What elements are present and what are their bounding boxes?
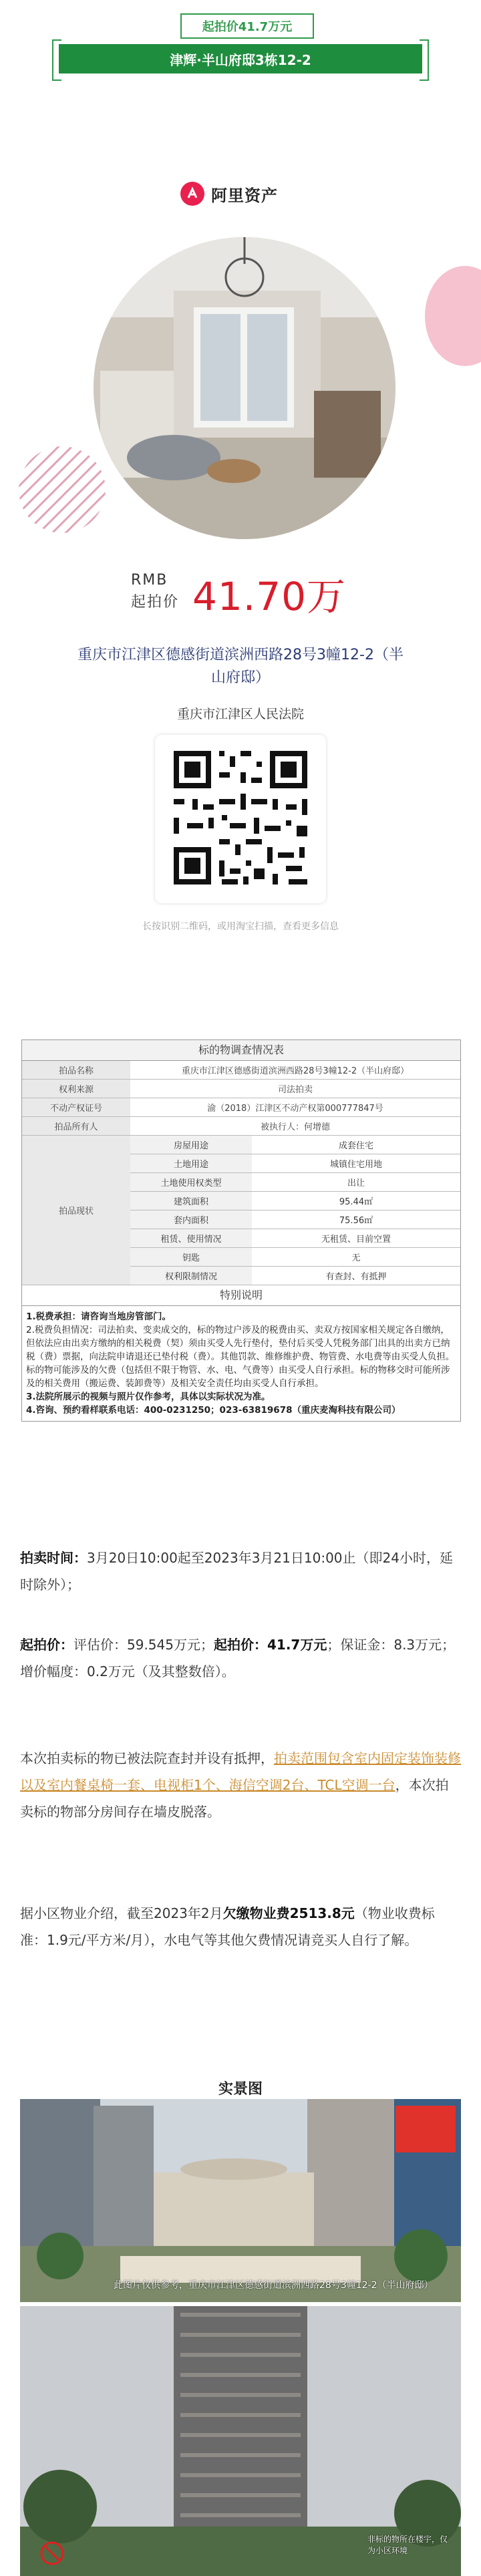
status-row: [130, 1136, 460, 1154]
notes-body: [22, 1306, 460, 1421]
logo-text: 阿里资产: [211, 186, 278, 205]
row-value: 重庆市江津区德感街道滨洲西路28号3幢12-2（半山府邸）: [181, 1066, 410, 1076]
deposit-info: ；保证金：8.3万元；增价幅度：0.2万元（及其整数倍）。: [20, 1637, 456, 1679]
status-key: 钥匙: [130, 1248, 252, 1266]
status-value: 出让: [347, 1178, 365, 1188]
qr-hint: 长按识别二维码，或用淘宝扫描，查看更多信息: [142, 921, 339, 932]
mortgage-post: ，本次拍卖标的物部分房间存在墙皮脱落。: [20, 1777, 449, 1820]
status-value: 75.56㎡: [339, 1216, 373, 1226]
price-currency: RMB: [131, 572, 168, 589]
table-row: [22, 1117, 460, 1136]
status-label: 拍品现状: [22, 1136, 130, 1285]
note-item: 3.法院所展示的视频与照片仅作参考，具体以实际状况为准。: [26, 1392, 271, 1402]
status-row: [130, 1248, 460, 1267]
eval-price: 评估价：59.545万元；: [73, 1637, 214, 1653]
fee-owed: 欠缴物业费2513.8元: [222, 1905, 355, 1921]
note-item: 1.税费承担：请咨询当地房管部门。: [26, 1311, 172, 1322]
price-value: 41.70万: [192, 574, 347, 619]
alizichan-logo: [180, 179, 307, 208]
status-value: 无: [351, 1253, 361, 1263]
status-key: 土地使用权类型: [130, 1173, 252, 1191]
qr-code[interactable]: [155, 735, 326, 903]
note-item: 4.咨询、预约看样联系电话：400-0231250；023-63819678（重庆麦淘科技有限公司）: [26, 1405, 401, 1416]
auction-time: [20, 1545, 461, 1598]
auction-time-text: 3月20日10:00起至2023年3月21日10:00止（即24小时，延时除外）；: [20, 1550, 453, 1593]
fee-pre: 据小区物业介绍，截至2023年2月: [20, 1905, 223, 1921]
logo-mark-icon: [180, 182, 204, 206]
table-row: [22, 1098, 460, 1117]
status-block: [22, 1136, 460, 1285]
fee-post: （物业收费标准：1.9元/平方米/月），水电气等其他欠费情况请竞买人自行了解。: [20, 1905, 435, 1948]
status-value: 95.44㎡: [339, 1197, 373, 1207]
decor-stripes: [19, 446, 106, 533]
row-value: 被执行人：何增德: [260, 1122, 330, 1132]
status-key: 权利限制情况: [130, 1267, 252, 1285]
fee-paragraph: [20, 1900, 461, 1953]
status-row: [130, 1154, 460, 1173]
status-key: 土地用途: [130, 1154, 252, 1172]
start-price-label: 起拍价：: [213, 1637, 267, 1653]
table-row: [22, 1080, 460, 1098]
start-price: [131, 569, 358, 619]
row-value: 司法拍卖: [277, 1085, 313, 1095]
status-key: 房屋用途: [130, 1136, 252, 1154]
photo2-caption: 非标的物所在楼宇，仅为小区环境: [367, 2535, 448, 2555]
building-photo: [20, 2306, 461, 2576]
row-value: 渝（2018）江津区不动产权第000777847号: [207, 1104, 383, 1114]
status-row: [130, 1229, 460, 1248]
status-row: [130, 1211, 460, 1229]
community-photo: [20, 2099, 461, 2302]
table-title: 标的物调查情况表: [22, 1040, 460, 1061]
status-key: 套内面积: [130, 1211, 252, 1229]
status-value: 成套住宅: [338, 1141, 373, 1151]
price-info-label: 起拍价：: [20, 1637, 73, 1653]
court-name: 重庆市江津区人民法院: [176, 707, 304, 721]
table-row: [22, 1061, 460, 1080]
status-key: 租赁、使用情况: [130, 1229, 252, 1247]
mortgage-paragraph: [20, 1745, 461, 1825]
row-key: 不动产权证号: [22, 1098, 130, 1116]
row-key: 拍品所有人: [22, 1117, 130, 1135]
interior-photo: [94, 237, 395, 539]
title-badge: 津辉·半山府邸3栋12-2: [59, 44, 422, 73]
status-row: [130, 1267, 460, 1285]
real-photos-title: 实景图: [218, 2081, 263, 2098]
price-badge: 起拍价41.7万元: [180, 13, 314, 39]
status-key: 建筑面积: [130, 1192, 252, 1210]
price-label: 起拍价: [131, 594, 180, 611]
status-row: [130, 1173, 460, 1192]
mortgage-pre: 本次拍卖标的物已被法院查封并设有抵押，: [20, 1750, 274, 1766]
status-value: 无租赁、目前空置: [321, 1235, 391, 1245]
note-item: 2.税费负担情况：司法拍卖、变卖成交的，标的物过户涉及的税费由买、卖双方按国家相关规定各自缴纳，但依法应由出卖方缴纳的相关税费（契）须由买受人先行垫付，垫付后买受人凭税务部门出具的出卖方已纳税（费）票据，向法院申请退还已垫付税（费）。其他罚款、维修维护费、物管费、水电费等由买受人负担。标的物可能涉及的欠费（包括但不限于物管、水、电、气费等）由买受人自行承担。标的物移交时可能所涉及的相关费用（搬运费、装卸费等）及相关安全责任均由买受人自行承担。: [26, 1325, 455, 1389]
survey-table: [21, 1039, 461, 1422]
status-value: 城镇住宅用地: [329, 1160, 382, 1170]
status-value: 有查封、有抵押: [325, 1272, 387, 1282]
auction-time-label: 拍卖时间：: [20, 1550, 87, 1566]
property-address: 重庆市江津区德感街道滨洲西路28号3幢12-2（半山府邸）: [77, 647, 404, 686]
status-row: [130, 1192, 460, 1211]
notes-title: 特别说明: [22, 1285, 460, 1306]
auction-scope: 拍卖范围包含室内固定装饰装修以及室内餐桌椅一套、电视柜1个、海信空调2台、TCL空调一台: [20, 1750, 461, 1793]
photo1-caption: 此图片仅供参考，重庆市江津区德感街道滨洲西路28号3幢12-2（半山府邸）: [114, 2280, 434, 2291]
start-price-value: 41.7万元: [267, 1637, 327, 1653]
decor-pink-circle: [425, 266, 481, 366]
price-info: [20, 1631, 461, 1685]
row-key: 权利来源: [22, 1080, 130, 1098]
row-key: 拍品名称: [22, 1061, 130, 1079]
